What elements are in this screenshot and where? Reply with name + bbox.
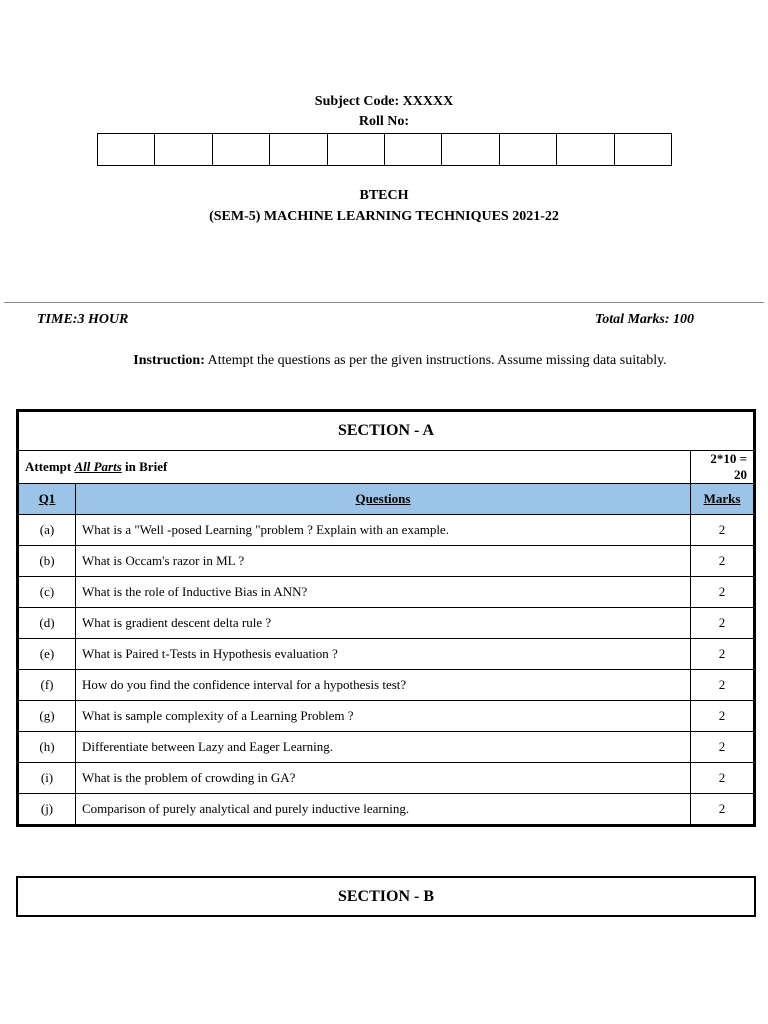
- question-text: Differentiate between Lazy and Eager Learning.: [76, 732, 691, 763]
- attempt-suffix: in Brief: [121, 459, 168, 474]
- divider: [4, 302, 764, 303]
- question-marks: 2: [691, 546, 754, 577]
- roll-box: [155, 134, 212, 165]
- question-marks: 2: [691, 794, 754, 825]
- question-number: (b): [19, 546, 76, 577]
- roll-number-boxes: [97, 133, 672, 166]
- subject-code: Subject Code: XXXXX: [314, 94, 454, 109]
- total-marks: Total Marks: 100: [594, 312, 694, 327]
- roll-box: [385, 134, 442, 165]
- question-number: (f): [19, 670, 76, 701]
- question-number: (d): [19, 608, 76, 639]
- attempt-prefix: Attempt: [25, 459, 75, 474]
- column-header-marks: Marks: [691, 484, 754, 515]
- question-marks: 2: [691, 608, 754, 639]
- instruction: [0, 353, 768, 369]
- question-number: (i): [19, 763, 76, 794]
- question-row: [19, 670, 754, 701]
- question-text: What is sample complexity of a Learning Problem ?: [76, 701, 691, 732]
- roll-box: [442, 134, 499, 165]
- question-row: [19, 639, 754, 670]
- question-marks: 2: [691, 577, 754, 608]
- question-number: (j): [19, 794, 76, 825]
- instruction-label: Instruction:: [133, 353, 205, 368]
- question-text: How do you find the confidence interval for a hypothesis test?: [76, 670, 691, 701]
- course-name: BTECH: [359, 188, 409, 203]
- question-text: What is Occam's razor in ML ?: [76, 546, 691, 577]
- question-row: [19, 546, 754, 577]
- question-marks: 2: [691, 732, 754, 763]
- question-text: What is a "Well -posed Learning "problem ? Explain with an example.: [76, 515, 691, 546]
- question-number: (c): [19, 577, 76, 608]
- question-number: (a): [19, 515, 76, 546]
- question-row: [19, 763, 754, 794]
- column-header-questions: Questions: [76, 484, 691, 515]
- roll-box: [213, 134, 270, 165]
- instruction-text: Attempt the questions as per the given instructions. Assume missing data suitably.: [204, 353, 667, 368]
- question-text: What is the role of Inductive Bias in ANN?: [76, 577, 691, 608]
- question-row: [19, 701, 754, 732]
- question-number: (h): [19, 732, 76, 763]
- question-marks: 2: [691, 670, 754, 701]
- question-text: Comparison of purely analytical and purely inductive learning.: [76, 794, 691, 825]
- roll-box: [270, 134, 327, 165]
- exam-time: TIME:3 HOUR: [37, 312, 129, 327]
- question-marks: 2: [691, 701, 754, 732]
- question-text: What is gradient descent delta rule ?: [76, 608, 691, 639]
- attempt-instruction: [19, 451, 691, 484]
- section-b-title: SECTION - B: [16, 876, 756, 917]
- column-header-q: Q1: [19, 484, 76, 515]
- exam-title: (SEM-5) MACHINE LEARNING TECHNIQUES 2021-22: [209, 209, 559, 224]
- question-number: (g): [19, 701, 76, 732]
- question-marks: 2: [691, 763, 754, 794]
- question-row: [19, 732, 754, 763]
- attempt-emphasis: All Parts: [74, 459, 122, 474]
- question-marks: 2: [691, 639, 754, 670]
- question-row: [19, 515, 754, 546]
- question-marks: 2: [691, 515, 754, 546]
- roll-box: [557, 134, 614, 165]
- question-text: What is the problem of crowding in GA?: [76, 763, 691, 794]
- roll-box: [615, 134, 671, 165]
- marks-formula: 2*10 = 20: [691, 451, 754, 484]
- question-number: (e): [19, 639, 76, 670]
- roll-box: [500, 134, 557, 165]
- roll-box: [328, 134, 385, 165]
- roll-box: [98, 134, 155, 165]
- question-text: What is Paired t-Tests in Hypothesis evaluation ?: [76, 639, 691, 670]
- question-row: [19, 794, 754, 825]
- roll-no-label: Roll No:: [358, 114, 410, 129]
- section-a-table: [18, 411, 754, 825]
- question-row: [19, 577, 754, 608]
- section-a-title: SECTION - A: [19, 412, 754, 451]
- question-row: [19, 608, 754, 639]
- section-a: [16, 409, 756, 827]
